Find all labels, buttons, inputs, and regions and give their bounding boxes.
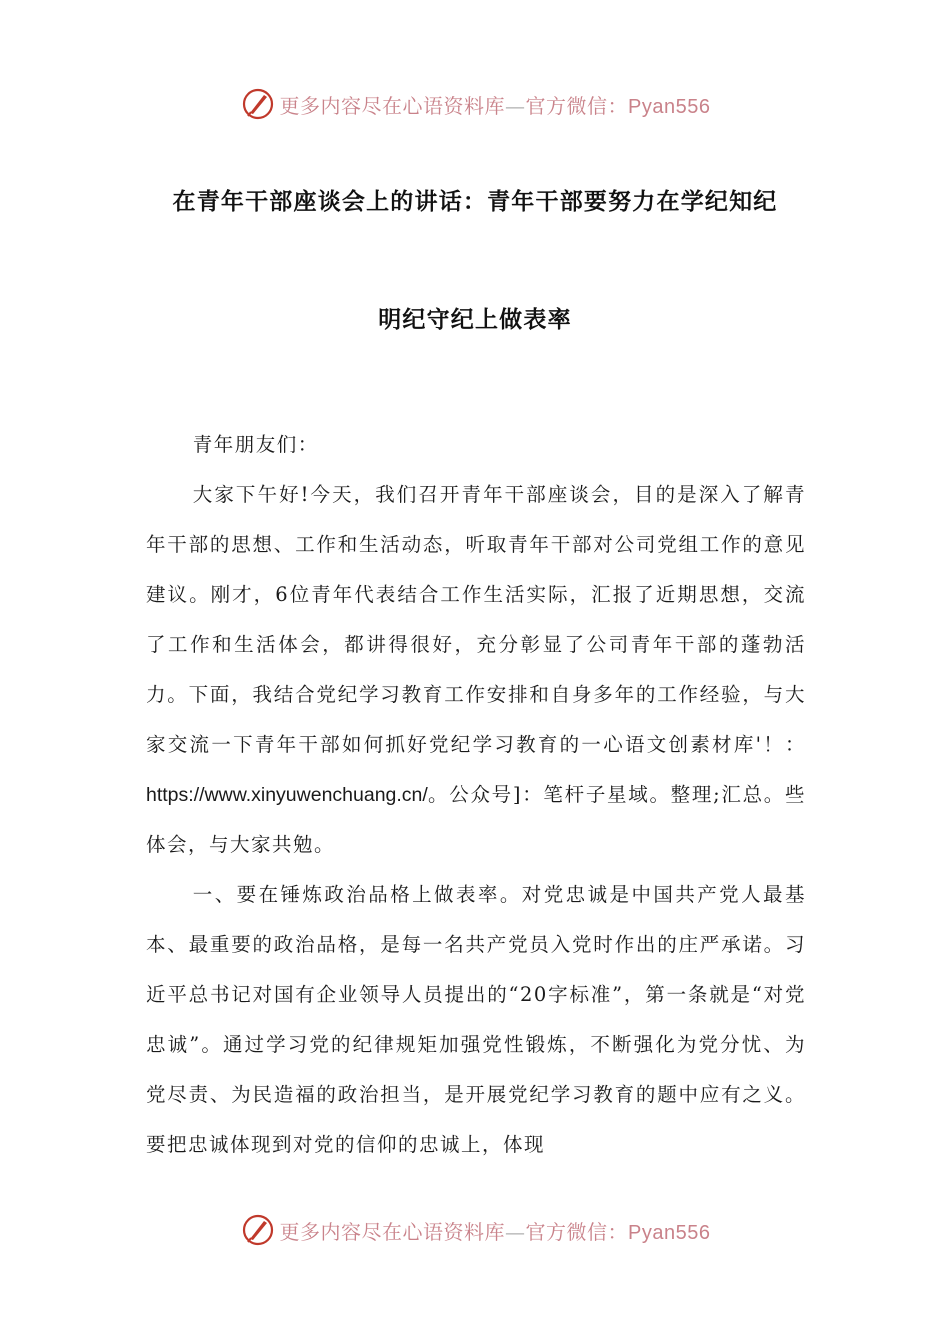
paragraph-1-tail: 。公众号]：笔杆子星域。整理;汇总。些体会，与大家共勉。	[146, 783, 806, 856]
document-title-line1: 在青年干部座谈会上的讲话：青年干部要努力在学纪知纪	[172, 189, 778, 215]
footer-separator: —	[505, 1219, 526, 1244]
footer-banner-text	[280, 1216, 711, 1245]
quill-logo-icon	[240, 86, 276, 122]
header-banner-text	[280, 90, 711, 119]
paragraph-1	[146, 470, 806, 870]
footer-banner	[0, 1210, 950, 1250]
document-body	[146, 420, 806, 1170]
header-wechat-id: Pyan556	[628, 95, 711, 118]
footer-wechat-label: 官方微信：	[525, 1219, 629, 1244]
paragraph-2: 一、要在锤炼政治品格上做表率。对党忠诚是中国共产党人最基本、最重要的政治品格，是每一名共产党员入党时作出的庄严承诺。习近平总书记对国有企业领导人员提出的“20字标准”，第一条就是“对党忠诚”。通过学习党的纪律规矩加强党性锻炼，不断强化为党分忧、为党尽责、为民造福的政治担当，是开展党纪学习教育的题中应有之义。要把忠诚体现到对党的信仰的忠诚上，体现	[146, 883, 806, 1156]
header-wechat-label: 官方微信：	[525, 93, 629, 118]
header-brand: 更多内容尽在心语资料库	[279, 93, 506, 118]
footer-wechat-id: Pyan556	[628, 1221, 711, 1244]
paragraph-1-text: 大家下午好!今天，我们召开青年干部座谈会，目的是深入了解青年干部的思想、工作和生活动态，听取青年干部对公司党组工作的意见建议。刚才，6位青年代表结合工作生活实际，汇报了近期思想，交流了工作和生活体会，都讲得很好，充分彰显了公司青年干部的蓬勃活力。下面，我结合党纪学习教育工作安排和自身多年的工作经验，与大家交流一下青年干部如何抓好党纪学习教育的一心语文创素材库'！：	[146, 483, 806, 756]
header-banner	[0, 84, 950, 124]
quill-logo-icon	[240, 1212, 276, 1248]
salutation: 青年朋友们：	[192, 433, 319, 456]
source-url: https://www.xinyuwenchuang.cn/	[146, 784, 428, 806]
header-separator: —	[505, 93, 526, 118]
document-title-line2: 明纪守纪上做表率	[378, 307, 572, 333]
footer-brand: 更多内容尽在心语资料库	[279, 1219, 506, 1244]
